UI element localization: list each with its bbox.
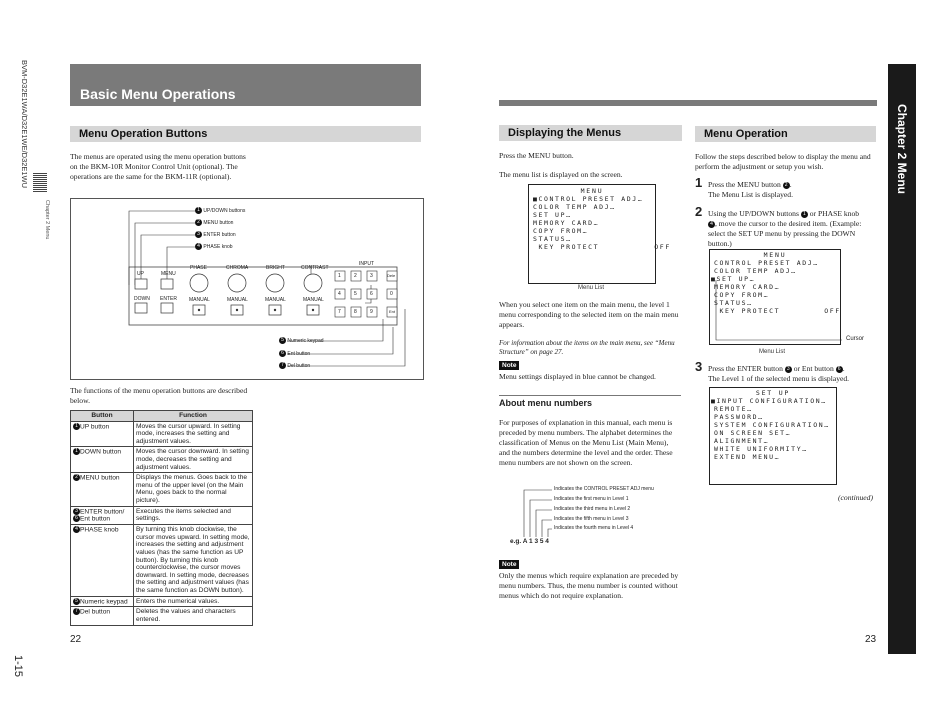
eg-line-4: Indicates the fifth menu in Level 3 <box>554 516 629 522</box>
table-row: 5 Numeric keypad Enters the numerical values. <box>71 596 253 607</box>
key-4: 4 <box>338 291 341 297</box>
label-contrast: CONTRAST <box>301 265 329 271</box>
label-bright: BRIGHT <box>266 265 285 271</box>
section-displaying-menus: Displaying the Menus <box>499 125 682 141</box>
callout-ent: 6 Ent button <box>279 350 310 357</box>
label-manual-2: MANUAL <box>227 297 248 303</box>
page-number-left: 22 <box>70 634 82 645</box>
chapter-tab-text: Chapter 2 Menu <box>895 104 909 195</box>
key-5: 5 <box>354 291 357 297</box>
page-title-text: Basic Menu Operations <box>80 86 236 102</box>
label-chroma: CHROMA <box>226 265 249 271</box>
note-text-1: Menu settings displayed in blue cannot be changed. <box>499 372 656 381</box>
callout-enter: 3 ENTER button <box>195 231 236 238</box>
model-number: BVM-D32E1WA/D32E1WE/D32E1WU <box>20 60 29 189</box>
displaying-p1: Press the MENU button. <box>499 151 574 160</box>
key-7: 7 <box>338 309 341 315</box>
menu-row: SET UP… <box>533 211 572 219</box>
menu-row: COLOR TEMP ADJ… <box>714 267 797 275</box>
note-badge-2: Note <box>499 560 519 569</box>
step-3-number: 3 <box>695 359 703 374</box>
intro-paragraph: The menus are operated using the menu operation buttons on the BKM-10R Monitor Control Unit (optional). The operations are the same for the BKM-11R (optional). <box>70 152 246 181</box>
label-manual-4: MANUAL <box>303 297 324 303</box>
callout-del: 7 Del button <box>279 362 310 369</box>
badge-3: 3 <box>785 366 792 373</box>
label-phase: PHASE <box>190 265 207 271</box>
col-function: Function <box>134 411 253 422</box>
table-row: 2 MENU button Displays the menus. Goes back to the menu of the upper level (on the Main Menu, goes back to the normal picture). <box>71 473 253 506</box>
label-manual-1: MANUAL <box>189 297 210 303</box>
about-menu-numbers-paragraph: For purposes of explanation in this manual, each menu is preceded by menu numbers. The alphabet determines the classification of Menus on the Menu List (Main Menu), and the numbers determine the level and the order. These menu numbers are not shown on the screen. <box>499 418 673 467</box>
chapter-tab <box>888 64 916 654</box>
table-row: 3 ENTER button/ 6 Ent button Executes the items selected and settings. <box>71 506 253 525</box>
displaying-italic-ref: For information about the items on the main menu, see “Menu Structure” on page 27. <box>499 339 675 356</box>
menu-row: ■CONTROL PRESET ADJ… <box>533 195 644 203</box>
menu-row: KEY PROTECT OFF <box>533 243 671 251</box>
note-badge-1: Note <box>499 361 519 370</box>
menu-row: STATUS… <box>714 299 753 307</box>
menu-row: KEY PROTECT OFF <box>714 307 841 315</box>
step-1-text: Press the MENU button 2 . The Menu List is displayed. <box>708 180 793 199</box>
callout-phase: 4 PHASE knob <box>195 243 233 250</box>
menu-row: MEMORY CARD… <box>533 219 600 227</box>
functions-intro: The functions of the menu operation buttons are described below. <box>70 386 248 405</box>
menu-list-screen-1: MENU ■CONTROL PRESET ADJ… COLOR TEMP ADJ… SET UP… MEMORY CARD… COPY FROM… STATUS… KEY PROTECT OFF <box>528 184 656 284</box>
top-rule <box>499 100 877 106</box>
step-3-text: Press the ENTER button 3 or Ent button 6 . The Level 1 of the selected menu is displayed. <box>708 364 850 383</box>
eg-line-1: Indicates the CONTROL PRESET ADJ menu <box>554 486 654 492</box>
key-6: 6 <box>370 291 373 297</box>
key-9: 9 <box>370 309 373 315</box>
key-8: 8 <box>354 309 357 315</box>
cursor-label: Cursor <box>846 336 865 342</box>
margin-stripes-icon <box>33 172 47 192</box>
badge-4: 4 <box>708 221 715 228</box>
label-up: UP <box>137 271 144 277</box>
badge-6: 6 <box>836 366 843 373</box>
table-row: 4 PHASE knob By turning this knob clockwise, the cursor moves upward. In setting mode, increases the setting and adjustment values (has the same function as UP button). By turning this knob counterclockwise, the cursor moves downward. In setting mode, decreases the setting and adjustment values (has the same function as DOWN button). <box>71 525 253 596</box>
menu-row: SYSTEM CONFIGURATION… <box>714 421 830 429</box>
menu-row: ■INPUT CONFIGURATION… <box>711 397 827 405</box>
control-unit-diagram <box>70 198 424 380</box>
menu-row: REMOTE… <box>714 405 753 413</box>
step-2-text: Using the UP/DOWN buttons 1 or PHASE knob 4 , move the cursor to the desired item. (Example: select the SET UP menu by pressing the DOWN button.) <box>708 209 862 248</box>
page-title <box>70 64 421 106</box>
label-down: DOWN <box>134 296 150 302</box>
key-3: 3 <box>370 273 373 279</box>
eg-line-3: Indicates the third menu in Level 2 <box>554 506 631 512</box>
badge-1: 1 <box>801 211 808 218</box>
col-button: Button <box>71 411 134 422</box>
step-1-number: 1 <box>695 175 703 190</box>
label-del: Dele <box>387 273 396 278</box>
page-number-right: 23 <box>865 634 877 645</box>
menu-row: COPY FROM… <box>714 291 770 299</box>
function-table <box>70 410 253 626</box>
section-menu-operation: Menu Operation <box>695 126 876 142</box>
eg-line-2: Indicates the first menu in Level 1 <box>554 496 629 502</box>
callout-up-down: 1 UP/DOWN buttons <box>195 207 245 214</box>
callout-numeric-keypad: 5 Numeric keypad <box>279 337 324 344</box>
eg-label: e.g. A 1 3 5 4 <box>510 538 549 545</box>
continued-label: (continued) <box>838 493 874 502</box>
menu-row: MEMORY CARD… <box>714 283 781 291</box>
menu-row: STATUS… <box>533 235 572 243</box>
menu-row: WHITE UNIFORMITY… <box>714 445 808 453</box>
label-manual-3: MANUAL <box>265 297 286 303</box>
step-2-number: 2 <box>695 204 703 219</box>
displaying-p2: The menu list is displayed on the screen. <box>499 170 623 179</box>
menu-list-screen-2: MENU CONTROL PRESET ADJ… COLOR TEMP ADJ… ■SET UP… MEMORY CARD… COPY FROM… STATUS… KEY PROTECT OFF <box>709 249 841 345</box>
section-menu-operation-buttons: Menu Operation Buttons <box>70 126 421 142</box>
menu-row: ■SET UP… <box>711 275 756 283</box>
rule-about <box>499 395 681 396</box>
menu-row: CONTROL PRESET ADJ… <box>714 259 819 267</box>
menu-row: ALIGNMENT… <box>714 437 770 445</box>
menu-row: EXTEND MENU… <box>714 453 781 461</box>
label-ent: Ent <box>389 309 396 314</box>
key-0: 0 <box>390 291 393 297</box>
menu-row: ON SCREEN SET… <box>714 429 792 437</box>
label-input: INPUT <box>359 261 374 267</box>
about-menu-numbers-heading: About menu numbers <box>499 398 593 408</box>
label-menu: MENU <box>161 271 176 277</box>
key-1: 1 <box>338 273 341 279</box>
operation-intro: Follow the steps described below to display the menu and perform the adjustment or setup you wish. <box>695 152 871 171</box>
margin-page-label: 1-15 <box>12 655 24 678</box>
note-text-2: Only the menus which require explanation are preceded by menu numbers. Thus, the menu number is counted without menus which do not require explanation. <box>499 571 679 600</box>
setup-menu-screen: SET UP ■INPUT CONFIGURATION… REMOTE… PASSWORD… SYSTEM CONFIGURATION… ON SCREEN SET… ALIGNMENT… WHITE UNIFORMITY… EXTEND MENU… <box>709 387 837 485</box>
margin-chapter-label: Chapter 2 Menu <box>44 200 50 240</box>
key-2: 2 <box>354 273 357 279</box>
callout-menu: 2 MENU button <box>195 219 233 226</box>
table-row: 1 UP button Moves the cursor upward. In setting mode, increases the setting and adjustment values. <box>71 421 253 447</box>
displaying-p3: When you select one item on the main menu, the level 1 menu corresponding to the selected item on the main menu appears. <box>499 300 679 329</box>
menu-number-example <box>508 485 688 547</box>
table-row: 7 Del button Deletes the values and characters entered. <box>71 607 253 625</box>
menu-row: COLOR TEMP ADJ… <box>533 203 616 211</box>
label-enter: ENTER <box>160 296 177 302</box>
eg-line-5: Indicates the fourth menu in Level 4 <box>554 525 634 531</box>
menu-row: COPY FROM… <box>533 227 589 235</box>
table-row: 1 DOWN button Moves the cursor downward. In setting mode, decreases the setting and adjustment values. <box>71 447 253 473</box>
menu-row: PASSWORD… <box>714 413 764 421</box>
badge-2: 2 <box>783 182 790 189</box>
menu-list-caption-2: Menu List <box>758 349 785 355</box>
menu-list-caption-1: Menu List <box>577 285 604 291</box>
